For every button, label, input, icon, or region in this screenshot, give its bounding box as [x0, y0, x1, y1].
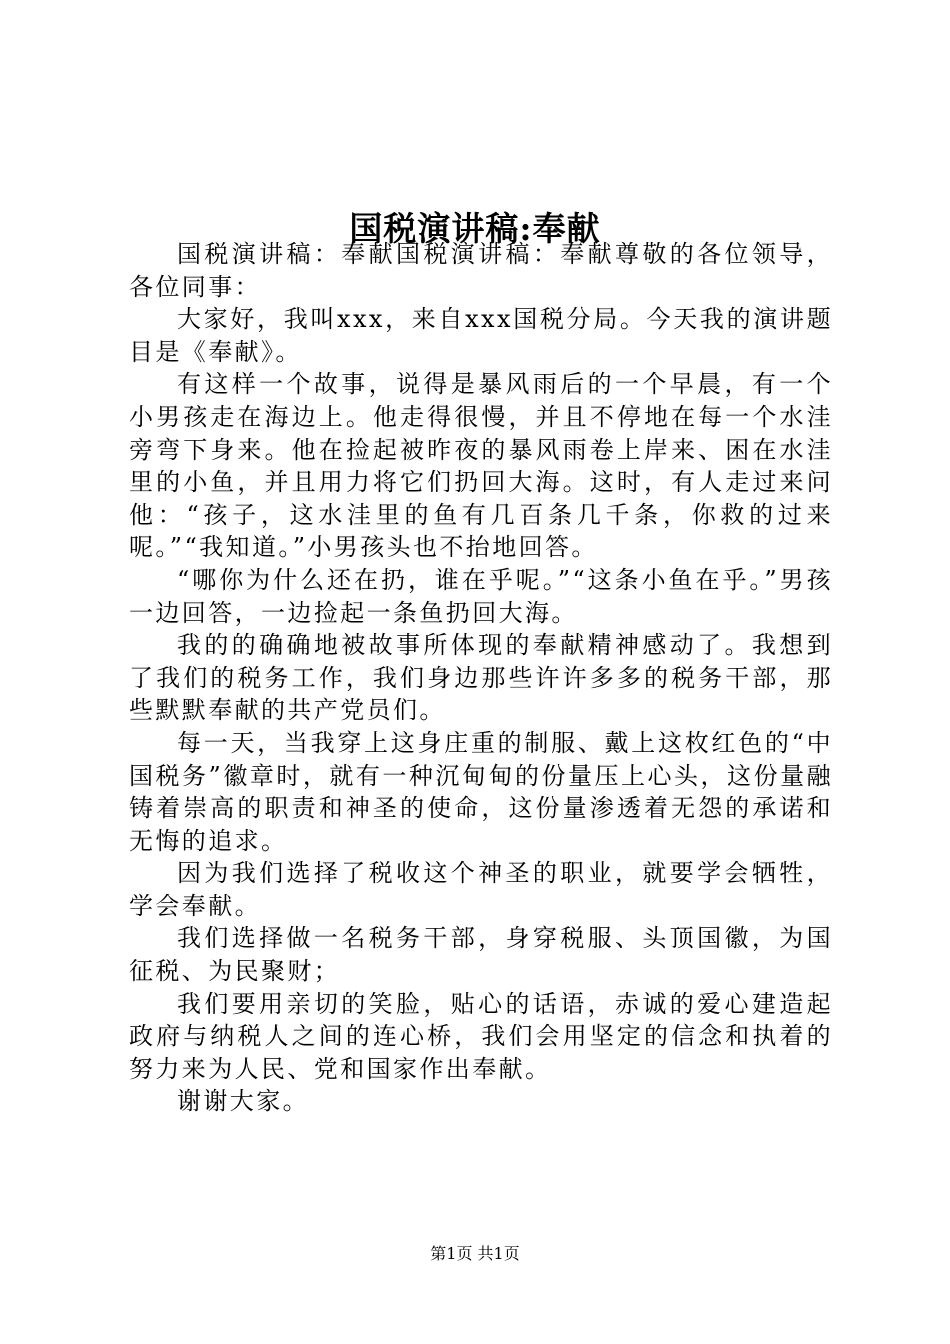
paragraph-1: 国税演讲稿：奉献国税演讲稿：奉献尊敬的各位领导，各位同事： [129, 240, 833, 301]
document-title: 国税演讲稿:奉献 [349, 209, 601, 249]
paragraph-5: 我的的确确地被故事所体现的奉献精神感动了。我想到了我们的税务工作，我们身边那些许许多多的税务干部，那些默默奉献的共产党员们。 [129, 631, 833, 725]
paragraph-4: “哪你为什么还在扔，谁在乎呢。”“这条小鱼在乎。”男孩一边回答，一边捡起一条鱼扔回大海。 [129, 565, 833, 627]
document-body [129, 238, 833, 1118]
paragraph-10: 谢谢大家。 [177, 1087, 309, 1116]
paragraph-9: 我们要用亲切的笑脸，贴心的话语，赤诚的爱心建造起政府与纳税人之间的连心桥，我们会用坚定的信念和执着的努力来为人民、党和国家作出奉献。 [129, 989, 833, 1083]
paragraph-8: 我们选择做一名税务干部，身穿税服、头顶国徽，为国征税、为民聚财； [129, 924, 833, 986]
paragraph-3: 有这样一个故事，说得是暴风雨后的一个早晨，有一个小男孩走在海边上。他走得很慢，并且不停地在每一个水洼旁弯下身来。他在捡起被昨夜的暴风雨卷上岸来、困在水洼里的小鱼，并且用力将它们扔回大海。这时，有人走过来问他：“孩子，这水洼里的鱼有几百条几千条，你救的过来呢。”“我知道。”小男孩头也不抬地回答。 [129, 370, 833, 562]
paragraph-6: 每一天，当我穿上这身庄重的制服、戴上这枚红色的“中国税务”徽章时，就有一种沉甸甸的份量压上心头，这份量融铸着崇高的职责和神圣的使命，这份量渗透着无怨的承诺和无悔的追求。 [129, 728, 833, 855]
paragraph-7: 因为我们选择了税收这个神圣的职业，就要学会牺牲，学会奉献。 [129, 859, 833, 920]
paragraph-2: 大家好，我叫xxx，来自xxx国税分局。今天我的演讲题目是《奉献》。 [129, 305, 833, 366]
page-footer: 第1页 共1页 [430, 1244, 520, 1263]
